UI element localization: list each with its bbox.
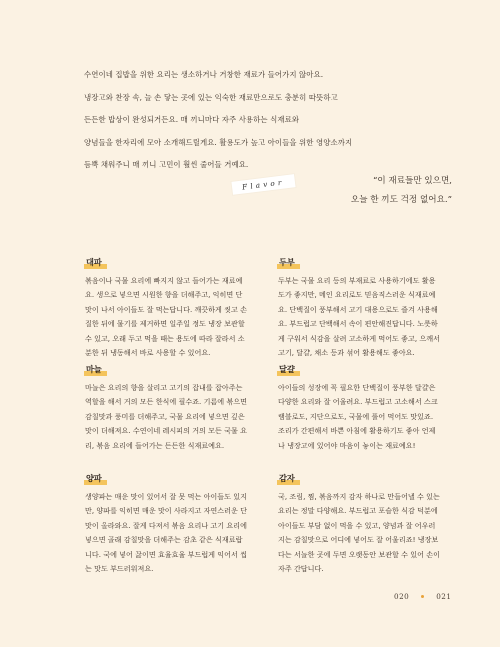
description-line: 요. 단백질이 풍부해서 고기 대용으로도 즐겨 사용해 bbox=[278, 304, 438, 314]
description-line: 마늘은 요리의 향을 살리고 고기의 잡내를 잡아주는 bbox=[85, 383, 243, 392]
description-line: 요. 생으로 넣으면 시원한 향을 더해주고, 익히면 단 bbox=[85, 290, 243, 300]
quote-line: “이 재료들만 있으면, bbox=[372, 176, 452, 186]
pull-quote bbox=[326, 172, 452, 210]
intro-line: 듬뿍 채워주니 매 끼니 고민이 훨씬 줄어들 거예요. bbox=[84, 160, 249, 169]
ingredient-garlic bbox=[85, 357, 265, 453]
description-line: 만, 양파를 익히면 매운 맛이 사라지고 자연스러운 단 bbox=[85, 506, 247, 516]
ingredient-title: 감자 bbox=[278, 473, 298, 484]
ingredient-description bbox=[278, 381, 458, 453]
page-number-right: 021 bbox=[436, 592, 452, 601]
intro-line: 양념들을 한자리에 모아 소개해드릴게요. 활용도가 높고 아이들을 위한 영양소까지 bbox=[84, 137, 353, 147]
flavor-tag: Flavor bbox=[231, 174, 295, 195]
description-line: 나 냉장고에 있어야 마음이 놓이는 재료예요! bbox=[278, 440, 416, 450]
description-line: 게 구워서 식감을 살려 고소하게 먹어도 좋고, 으깨서 bbox=[278, 333, 440, 343]
description-line: 수 있고, 오래 두고 먹을 때는 용도에 따라 잘라서 소 bbox=[85, 333, 245, 343]
description-line: 아이들의 성장에 꼭 필요한 단백질이 풍부한 달걀은 bbox=[278, 383, 436, 392]
description-line: 는 맛도 부드러워져요. bbox=[85, 564, 154, 574]
description-line: 맛이 올라와요. 잘게 다져서 볶음 요리나 고기 요리에 bbox=[85, 520, 247, 530]
description-line: 맛이 나서 아이들도 잘 먹는답니다. 깨끗하게 씻고 손 bbox=[85, 304, 247, 314]
description-line: 아이들도 부담 없이 먹을 수 있고, 양념과 잘 어우러 bbox=[278, 520, 436, 530]
description-line: 생양파는 매운 맛이 있어서 잘 못 먹는 아이들도 있지 bbox=[85, 492, 247, 501]
description-line: 감칠맛과 풍미를 더해주고, 국물 요리에 넣으면 깊은 bbox=[85, 411, 245, 421]
description-line: 자주 간답니다. bbox=[278, 564, 324, 574]
ingredient-title: 대파 bbox=[85, 257, 105, 268]
ingredient-title: 두부 bbox=[278, 257, 298, 268]
description-line: 맛이 더해져요. 수연이네 레시피의 거의 모든 국물 요 bbox=[85, 426, 247, 436]
intro-line: 든든한 밥상이 완성되거든요. 매 끼니마다 자주 사용하는 식재료와 bbox=[84, 115, 300, 124]
description-line: 지는 감칠맛으로 어디에 넣어도 잘 어울리죠! 냉장보 bbox=[278, 535, 439, 545]
page-number-left: 020 bbox=[394, 592, 410, 601]
quote-line: 오늘 한 끼도 걱정 없어요.” bbox=[350, 195, 452, 205]
ingredient-description bbox=[278, 490, 458, 576]
description-line: 요. 부드럽고 단백해서 속이 편안해진답니다. 노릇하 bbox=[278, 319, 438, 329]
ingredient-description bbox=[85, 381, 265, 453]
ingredient-tofu bbox=[278, 250, 458, 360]
description-line: 넣으면 골래 감칠맛을 더해주는 감초 같은 식재료랍 bbox=[85, 535, 243, 545]
ingredient-potato bbox=[278, 466, 458, 576]
description-line: 분한 뒤 냉동해서 바로 사용할 수 있어요. bbox=[85, 348, 211, 358]
separator-dot-icon bbox=[421, 595, 424, 598]
ingredient-description bbox=[85, 490, 265, 576]
ingredient-description bbox=[278, 274, 458, 360]
description-line: 요리는 정말 다양해요. 부드럽고 포슬한 식감 덕분에 bbox=[278, 506, 438, 516]
ingredient-description bbox=[85, 274, 265, 360]
ingredient-egg bbox=[278, 357, 458, 453]
ingredient-title: 마늘 bbox=[85, 364, 105, 375]
ingredient-green-onion bbox=[85, 250, 265, 360]
description-line: 니다. 국에 넣어 끓이면 효율효율 부드럽게 익어서 씹 bbox=[85, 549, 247, 559]
intro-line: 수연이네 집밥을 위한 요리는 생소하거나 거창한 재료가 들어가지 않아요. bbox=[84, 70, 324, 79]
description-line: 도가 좋지만, 메인 요리로도 믿음직스러운 식재료예 bbox=[278, 290, 436, 300]
description-line: 국, 조림, 찜, 볶음까지 감자 하나로 만들어낼 수 있는 bbox=[278, 492, 440, 501]
page-numbers bbox=[394, 592, 451, 601]
description-line: 두부는 국물 요리 등의 부재료로 사용하기에도 활용 bbox=[278, 276, 436, 285]
intro-paragraph bbox=[84, 64, 384, 177]
description-line: 역할을 해서 거의 모든 한식에 필수죠. 기름에 볶으면 bbox=[85, 397, 247, 407]
description-line: 조리가 간편해서 바쁜 아침에 활용하기도 좋아 언제 bbox=[278, 426, 436, 436]
description-line: 질한 뒤에 물기를 제거하면 일주일 정도 냉장 보관할 bbox=[85, 319, 245, 329]
description-line: 볶음이나 국물 요리에 빠지지 않고 들어가는 재료예 bbox=[85, 276, 243, 285]
ingredient-onion bbox=[85, 466, 265, 576]
intro-line: 냉장고와 찬장 속, 늘 손 닿는 곳에 있는 익숙한 재료만으로도 충분히 따뜻하고 bbox=[84, 92, 338, 102]
description-line: 램블로도, 지단으로도, 국물에 풀어 먹어도 맛있죠. bbox=[278, 411, 434, 421]
description-line: 다양한 요리와 잘 어울려요. 부드럽고 고소해서 스크 bbox=[278, 397, 438, 407]
ingredient-title: 달걀 bbox=[278, 364, 298, 375]
description-line: 고기, 달걀, 채소 등과 섞어 활용해도 좋아요. bbox=[278, 348, 415, 358]
description-line: 리, 볶음 요리에 들어가는 든든한 식재료예요. bbox=[85, 440, 225, 450]
description-line: 다는 서늘한 곳에 두면 오랫동안 보관할 수 있어 손이 bbox=[278, 549, 440, 559]
ingredient-title: 양파 bbox=[85, 473, 105, 484]
